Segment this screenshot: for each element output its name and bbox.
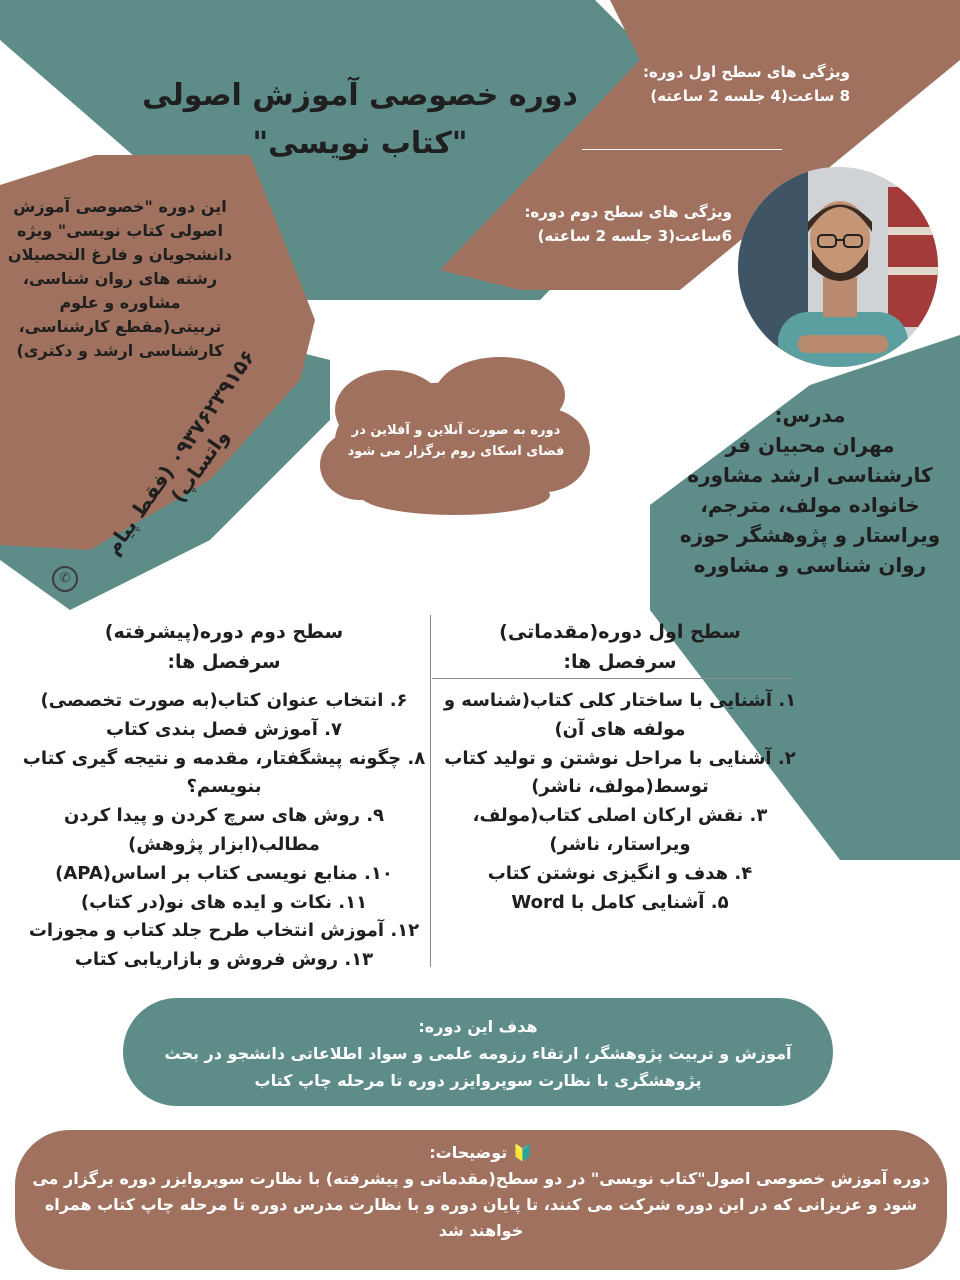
list-item: ۷. آموزش فصل بندی کتاب [106,718,342,740]
goal-text: آموزش و تربیت پژوهشگر، ارتقاء رزومه علمی و سواد اطلاعاتی دانشجو در بحث پژوهشگری با نظارت سوپروایزر دوره تا مرحله چاپ کتاب [164,1044,792,1090]
list-item: ۲. آشنایی با مراحل نوشتن و تولید کتاب توسط(مولف، ناشر) [444,747,796,798]
instructor-illustration [738,167,938,367]
level2-list [20,687,428,975]
level1-title: سطح اول دوره(مقدماتی) [499,621,741,643]
list-item: ۳. نقش ارکان اصلی کتاب(مولف، ویراستار، ناشر) [472,805,768,855]
intro-text: این دوره "خصوصی آموزش اصولی کتاب نویسی" ویژه دانشجویان و فارغ التحصیلان رشته های روان شناسی، مشاوره و علوم تربیتی(مقطع کارشناسی، کارشناسی ارشد و دکتری) [7,197,233,360]
level2-title: سطح دوم دوره(پیشرفته) [104,621,344,643]
level2-features-detail: 6ساعت(3 جلسه 2 ساعته) [537,227,732,245]
title-line-1: دوره خصوصی آموزش اصولی [142,78,578,113]
level1-features-detail: 8 ساعت(4 جلسه 2 ساعته) [650,87,850,105]
list-item: ۵. آشنایی کامل با Word [511,891,729,913]
list-item: ۱۲. آموزش انتخاب طرح جلد کتاب و مجوزات [28,920,420,942]
delivery-note: دوره به صورت آنلاین و آفلاین در فضای اسکای روم برگزار می شود [347,423,565,459]
features-divider [582,149,782,150]
level2-features-heading: ویژگی های سطح دوم دوره: [524,203,732,221]
course-title [120,72,600,168]
list-item: ۱۱. نکات و ایده های نو(در کتاب) [80,891,368,913]
instructor-photo [738,167,938,367]
level2-subtitle: سرفصل ها: [167,651,281,673]
title-line-2: "کتاب نویسی" [252,126,468,161]
instructor-label: مدرس: [774,403,846,427]
column-divider-vertical [430,615,431,967]
instructor-info [660,400,960,580]
list-item: ۴. هدف و انگیزی نوشتن کتاب [487,862,753,884]
level1-column [440,617,800,917]
level1-subtitle: سرفصل ها: [563,651,677,673]
level2-column [20,617,428,975]
goal-heading: هدف این دوره: [418,1017,538,1036]
level1-list [440,687,800,917]
level2-features [480,200,732,248]
instructor-name: مهران محبیان فر [725,433,895,457]
list-item: ۱. آشنایی با ساختار کلی کتاب(شناسه و مولفه های آن) [443,690,797,740]
level1-features-heading: ویژگی های سطح اول دوره: [642,63,850,81]
instructor-description: کارشناسی ارشد مشاوره خانواده مولف، مترجم، ویراستار و پژوهشگر حوزه روان شناسی و مشاوره [679,463,941,577]
phone-number[interactable]: ۰۹۳۷۶۲۳۹۱۵۶ (فقط پیام واتساپ) [100,345,261,559]
list-item: ۸. چگونه پیشگفتار، مقدمه و نتیجه گیری کتاب بنویسم؟ [22,747,426,798]
list-item: ۱۰. منابع نویسی کتاب بر اساس(APA) [55,862,393,884]
notes-heading: 🔰 توضیحات: [429,1143,533,1162]
list-item: ۱۳. روش فروش و بازاریابی کتاب [74,949,374,971]
list-item: ۹. روش های سرچ کردن و پیدا کردن مطالب(ابزار پژوهش) [63,805,385,855]
level1-features [600,60,850,108]
notes-content [30,1140,932,1244]
notes-text: دوره آموزش خصوصی اصول"کتاب نویسی" در دو سطح(مقدماتی و پیشرفته) با نظارت سوپروایزر دوره برگزار می شود و عزیزانی که در این دوره شرکت می کنند، تا پایان دوره و با نظارت مدرس دوره تا مرحله چاپ کتاب همراه خواهند شد [32,1169,930,1240]
list-item: ۶. انتخاب عنوان کتاب(به صورت تخصصی) [40,690,408,711]
whatsapp-icon[interactable]: ✆ [52,566,78,592]
goal-content [140,1013,816,1094]
